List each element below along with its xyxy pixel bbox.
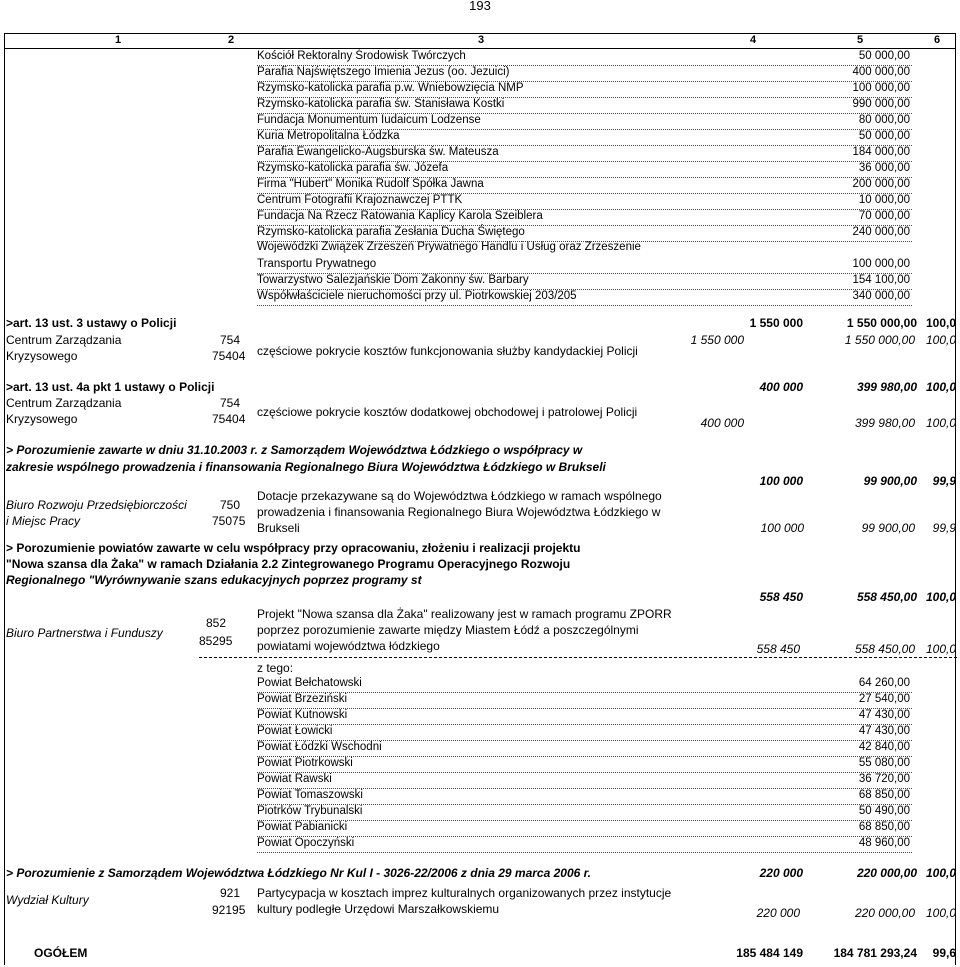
row-pct: 100,0	[925, 906, 956, 920]
total-exec: 184 781 293,24	[833, 946, 917, 960]
list-item	[257, 772, 912, 789]
item-name: Rzymsko-katolicka parafia św. Józefa	[257, 162, 449, 174]
unit-name: Centrum Zarządzania	[6, 396, 122, 410]
list-item	[257, 145, 912, 162]
item-name: Powiat Opoczyński	[257, 837, 355, 849]
section-title: > Porozumienie powiatów zawarte w celu współpracy przy opracowaniu, złożeniu i realizacji projektu	[6, 541, 581, 555]
list-item	[257, 820, 912, 837]
section-title: Regionalnego "Wyrównywanie szans edukacyjnych poprzez programy st	[6, 573, 422, 587]
list-item	[257, 804, 912, 821]
section-code: 85295	[199, 634, 233, 648]
item-name: Fundacja Monumentum Iudaicum Lodzense	[257, 114, 481, 126]
item-value: 340 000,00	[852, 290, 910, 302]
row-plan: 220 000	[756, 906, 800, 920]
item-value: 400 000,00	[852, 66, 910, 78]
item-value: 200 000,00	[852, 178, 910, 190]
col-header-2: 2	[228, 34, 235, 46]
item-value: 80 000,00	[858, 114, 910, 126]
item-value: 50 490,00	[858, 805, 910, 817]
item-name: Towarzystwo Salezjańskie Dom Zakonny św. Barbary	[257, 274, 529, 286]
list-item	[257, 113, 912, 130]
list-item	[257, 289, 912, 306]
item-name: Fundacja Na Rzecz Ratowania Kaplicy Karola Szeiblera	[257, 210, 543, 222]
total-plan: 185 484 149	[736, 946, 803, 960]
item-name: Kuria Metropolitalna Łódzka	[257, 130, 400, 142]
row-pct: 100,0	[925, 333, 956, 347]
row-pct: 100,0	[925, 416, 956, 430]
description: częściowe pokrycie kosztów dodatkowej obchodowej i patrolowej Policji	[257, 405, 638, 419]
section-code: 92195	[212, 903, 246, 917]
item-name: Powiat Piotrkowski	[257, 757, 353, 769]
section-title: >art. 13 ust. 4a pkt 1 ustawy o Policji	[6, 380, 215, 394]
unit-name: Kryzysowego	[6, 412, 78, 426]
list-item	[257, 788, 912, 805]
item-name: Powiat Tomaszowski	[257, 789, 363, 801]
list-item	[257, 49, 912, 66]
list-item	[257, 65, 912, 82]
description: kultury podległe Urzędowi Marszałkowskiemu	[257, 902, 500, 916]
section-pct: 99,9	[932, 474, 956, 488]
row-exec: 1 550 000,00	[844, 333, 915, 347]
item-value: 240 000,00	[852, 226, 910, 238]
section-code: 75075	[212, 514, 246, 528]
item-name: Piotrków Trybunalski	[257, 805, 363, 817]
description: Projekt "Nowa szansa dla Żaka" realizowany jest w ramach programu ZPORR	[257, 607, 672, 621]
item-value: 68 850,00	[858, 821, 910, 833]
item-name: Powiat Pabianicki	[257, 821, 348, 833]
item-value: 47 430,00	[858, 725, 910, 737]
list-item	[257, 97, 912, 114]
total-pct: 99,6	[932, 946, 956, 960]
item-name: Rzymsko-katolicka parafia św. Stanisława Kostki	[257, 98, 505, 110]
item-name: Firma "Hubert" Monika Rudolf Spółka Jawna	[257, 178, 484, 190]
chapter-code: 852	[206, 616, 227, 630]
row-exec: 399 980,00	[854, 416, 915, 430]
item-name: Powiat Kutnowski	[257, 709, 348, 721]
item-value: 50 000,00	[858, 130, 910, 142]
chapter-code: 750	[220, 498, 241, 512]
list-item	[257, 177, 912, 194]
col-header-4: 4	[750, 34, 757, 46]
list-item	[257, 740, 912, 757]
description: poprzez porozumienie zawarte między Miastem Łódź a poszczególnymi	[257, 623, 639, 637]
item-name: Parafia Ewangelicko-Augsburska św. Mateusza	[257, 146, 499, 158]
section-pct: 100,0	[925, 590, 956, 604]
col-header-5: 5	[857, 34, 864, 46]
chapter-code: 754	[220, 333, 241, 347]
list-item	[257, 81, 912, 98]
list-item	[257, 676, 912, 693]
row-exec: 99 900,00	[861, 521, 915, 535]
section-title: > Porozumienie z Samorządem Województwa Łódzkiego Nr Kul I - 3026-22/2006 z dnia 29 marca 2006 r.	[6, 866, 591, 880]
item-name: Powiat Łowicki	[257, 725, 333, 737]
list-item	[257, 756, 912, 773]
item-value: 48 960,00	[858, 837, 910, 849]
list-item	[257, 836, 912, 853]
col-header-6: 6	[934, 34, 941, 46]
item-value: 27 540,00	[858, 693, 910, 705]
item-value: 50 000,00	[858, 50, 910, 62]
item-value: 100 000,00	[852, 258, 910, 270]
section-code: 75404	[212, 349, 246, 363]
item-value: 47 430,00	[858, 709, 910, 721]
list-item	[257, 209, 912, 226]
item-name: Powiat Brzeziński	[257, 693, 348, 705]
list-item	[257, 257, 912, 274]
item-value: 55 080,00	[858, 757, 910, 769]
chapter-code: 921	[220, 886, 241, 900]
section-title: >art. 13 ust. 3 ustawy o Policji	[6, 316, 177, 330]
unit-name: Biuro Rozwoju Przedsiębiorczości	[6, 498, 187, 512]
section-plan: 1 550 000	[749, 316, 803, 330]
section-exec: 399 980,00	[856, 380, 917, 394]
item-value: 64 260,00	[858, 677, 910, 689]
row-plan: 1 550 000	[690, 333, 744, 347]
section-pct: 100,0	[925, 380, 956, 394]
item-name: Parafia Najświętszego Imienia Jezus (oo. Jezuici)	[257, 66, 510, 78]
item-name: Powiat Bełchatowski	[257, 677, 362, 689]
section-title: > Porozumienie zawarte w dniu 31.10.2003 r. z Samorządem Województwa Łódzkiego o współpracy w	[6, 443, 583, 457]
chapter-code: 754	[220, 396, 241, 410]
item-value: 70 000,00	[858, 210, 910, 222]
list-item	[257, 193, 912, 210]
unit-name: i Miejsc Pracy	[6, 514, 81, 528]
section-pct: 100,0	[925, 866, 956, 880]
col-header-1: 1	[115, 34, 122, 46]
section-plan: 558 450	[759, 590, 803, 604]
item-value: 68 850,00	[858, 789, 910, 801]
dashed-separator	[199, 657, 957, 658]
section-code: 75404	[212, 412, 246, 426]
description: prowadzenia i finansowania Regionalnego Biura Województwa Łódzkiego w	[257, 505, 661, 519]
item-value: 100 000,00	[852, 82, 910, 94]
row-pct: 99,9	[932, 521, 956, 535]
section-exec: 1 550 000,00	[846, 316, 917, 330]
item-value: 36 720,00	[858, 773, 910, 785]
wzz-line1: Wojewódzki Związek Zrzeszeń Prywatnego Handlu i Usług oraz Zrzeszenie	[257, 241, 641, 253]
section-plan: 100 000	[759, 474, 803, 488]
unit-name: Kryzysowego	[6, 349, 78, 363]
row-plan: 558 450	[756, 642, 800, 656]
list-item	[257, 225, 912, 242]
row-exec: 558 450,00	[854, 642, 915, 656]
item-name: Centrum Fotografii Krajoznawczej PTTK	[257, 194, 463, 206]
item-value: 184 000,00	[852, 146, 910, 158]
item-name: Transportu Prywatnego	[257, 258, 377, 270]
section-exec: 220 000,00	[856, 866, 917, 880]
unit-name: Wydział Kultury	[6, 893, 89, 907]
description: Partycypacja w kosztach imprez kulturalnych organizowanych przez instytucje	[257, 886, 672, 900]
item-value: 36 000,00	[858, 162, 910, 174]
list-item	[257, 161, 912, 178]
section-title: zakresie wspólnego prowadzenia i finansowania Regionalnego Biura Województwa Łódzkiego w Brukseli	[6, 460, 606, 474]
list-item	[257, 724, 912, 741]
item-value: 990 000,00	[852, 98, 910, 110]
section-exec: 99 900,00	[863, 474, 917, 488]
col-header-3: 3	[478, 34, 485, 46]
section-pct: 100,0	[925, 316, 956, 330]
unit-name: Biuro Partnerstwa i Funduszy	[6, 626, 163, 640]
section-plan: 220 000	[759, 866, 803, 880]
description: Brukseli	[257, 521, 300, 535]
list-item	[257, 692, 912, 709]
item-value: 10 000,00	[858, 194, 910, 206]
list-item	[257, 129, 912, 146]
description: częściowe pokrycie kosztów funkcjonowania służby kandydackiej Policji	[257, 344, 638, 358]
item-name: Powiat Łódzki Wschodni	[257, 741, 382, 753]
page-number: 193	[469, 0, 491, 13]
list-item	[257, 708, 912, 725]
item-name: Kościół Rektoralny Środowisk Twórczych	[257, 50, 466, 62]
unit-name: Centrum Zarządzania	[6, 333, 122, 347]
total-label: OGÓŁEM	[34, 946, 88, 960]
row-plan: 100 000	[760, 521, 804, 535]
item-name: Powiat Rawski	[257, 773, 332, 785]
list-item	[257, 273, 912, 290]
item-value: 42 840,00	[858, 741, 910, 753]
description: Dotacje przekazywane są do Województwa Łódzkiego w ramach wspólnego	[257, 489, 662, 503]
item-name: Współwłaściciele nieruchomości przy ul. Piotrkowskiej 203/205	[257, 290, 577, 302]
description: powiatami województwa łódzkiego	[257, 639, 440, 653]
section-plan: 400 000	[759, 380, 803, 394]
item-name: Rzymsko-katolicka parafia p.w. Wniebowzięcia NMP	[257, 82, 524, 94]
row-exec: 220 000,00	[854, 906, 915, 920]
subtotal-label: z tego:	[257, 661, 294, 675]
section-exec: 558 450,00	[856, 590, 917, 604]
row-pct: 100,0	[925, 642, 956, 656]
section-title: "Nowa szansa dla Żaka" w ramach Działania 2.2 Zintegrowanego Programu Operacyjnego Rozwoju	[6, 557, 571, 571]
item-name: Rzymsko-katolicka parafia Zesłania Ducha Świętego	[257, 226, 525, 238]
row-plan: 400 000	[700, 416, 744, 430]
item-value: 154 100,00	[852, 274, 910, 286]
